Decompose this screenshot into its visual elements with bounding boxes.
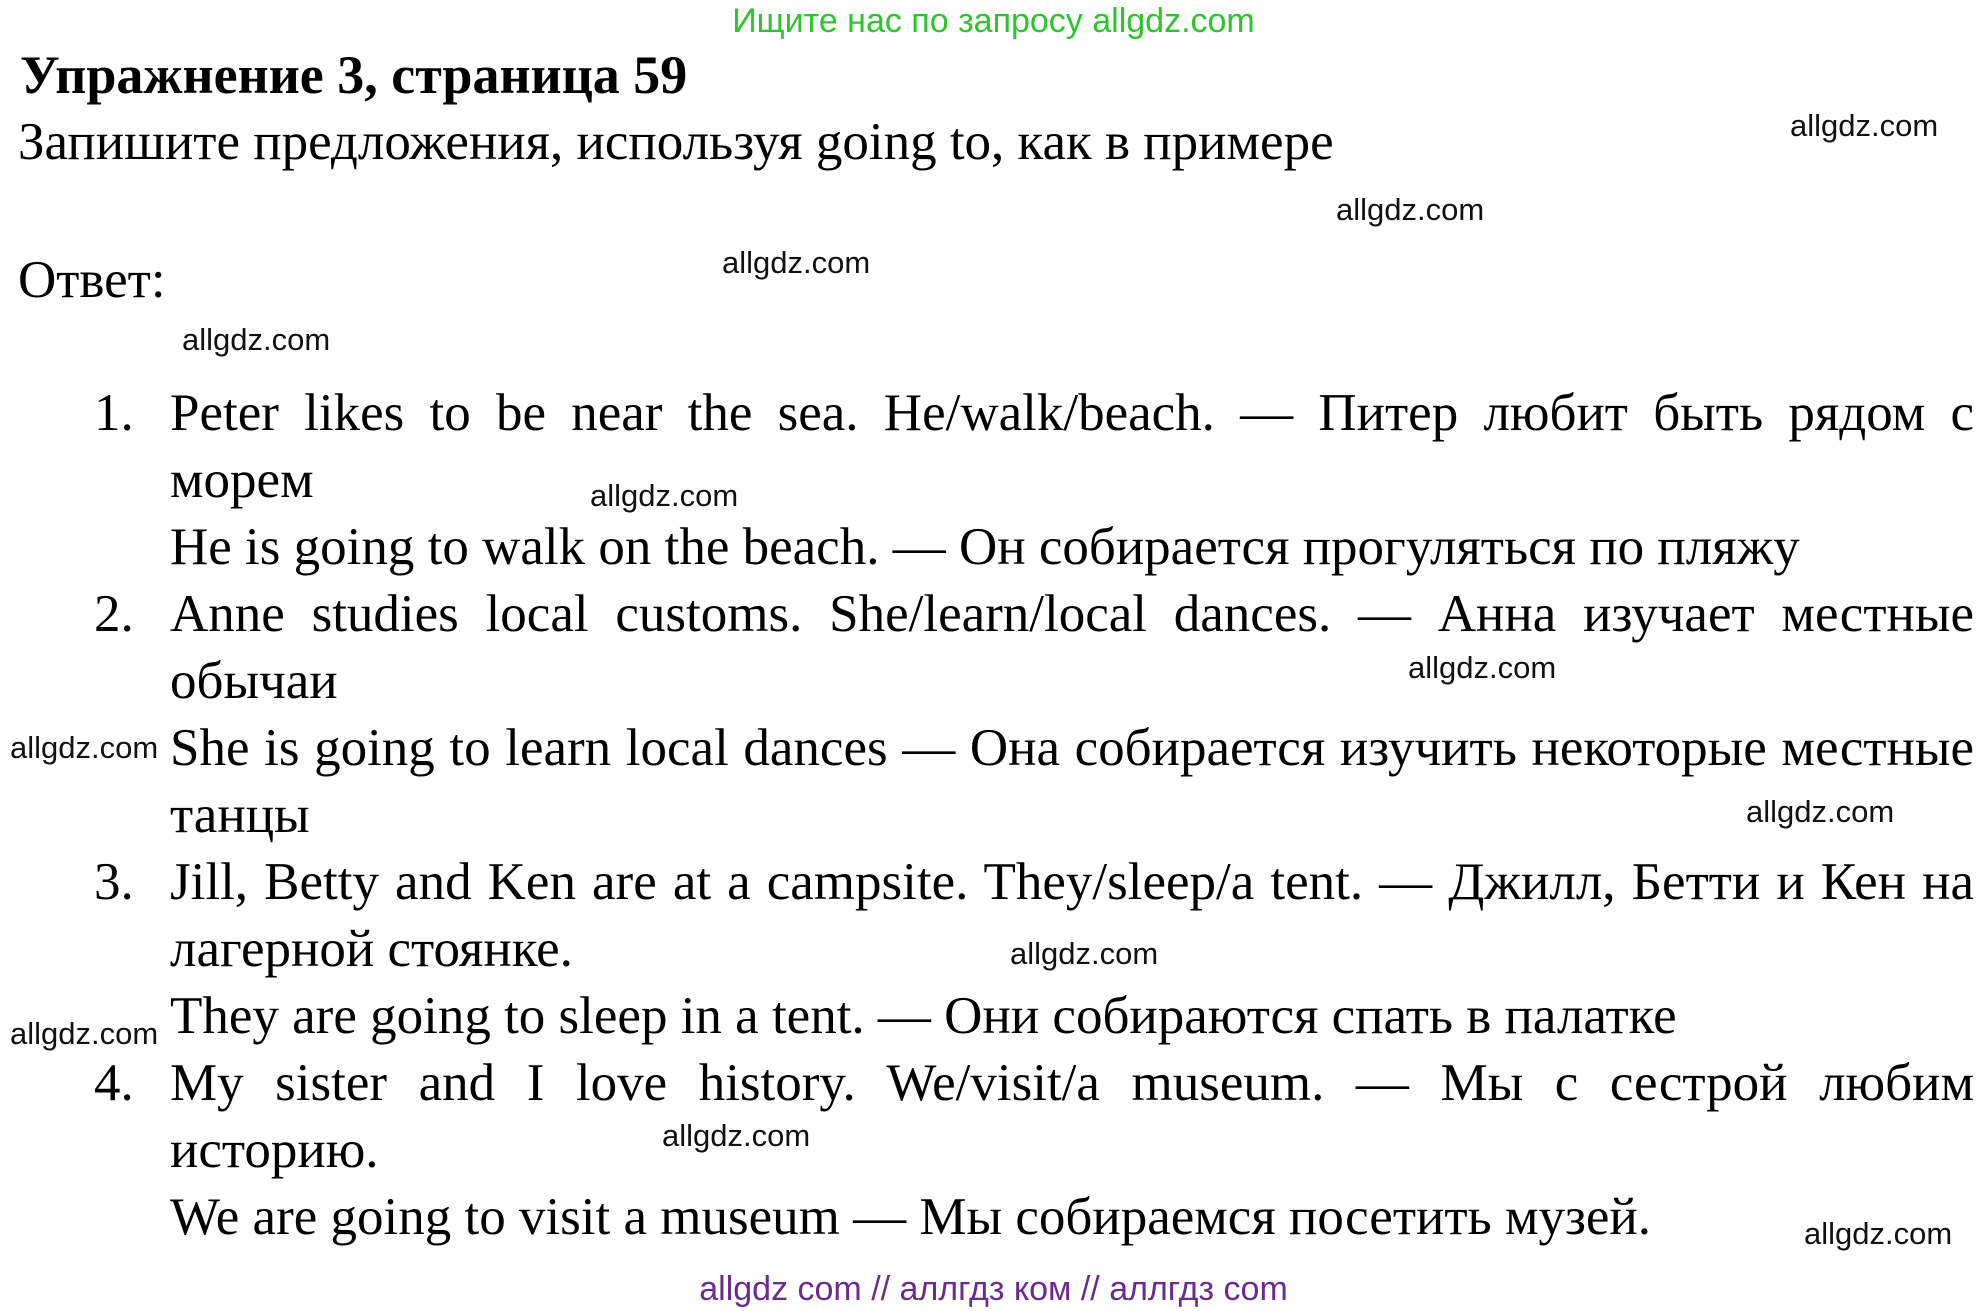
item-answer: He is going to walk on the beach. — Он собирается прогуляться по пляжу [170,518,1800,576]
item-number: 2. [94,585,134,643]
watermark: allgdz.com [1790,108,1939,143]
watermark: allgdz.com [1010,936,1159,971]
watermark: allgdz.com [1804,1216,1953,1251]
item-answer: We are going to visit a museum — Мы собираемся посетить музей. [170,1188,1652,1246]
watermark: allgdz.com [722,245,871,280]
answer-list [84,380,1974,1251]
watermark: allgdz.com [10,730,159,765]
task-text: Запишите предложения, используя going to, как в примере [18,113,1334,171]
item-answer: They are going to sleep in a tent. — Они собираются спать в палатке [170,987,1677,1045]
watermark: allgdz.com [1336,192,1485,227]
watermark: allgdz.com [590,478,739,513]
watermark: allgdz.com [182,322,331,357]
answer-item-1 [84,380,1974,581]
watermark: allgdz.com [10,1016,159,1051]
item-number: 4. [94,1054,134,1112]
answer-label: Ответ: [18,251,166,309]
item-prompt: Peter likes to be near the sea. He/walk/beach. — Питер любит быть рядом с морем [170,384,1974,509]
search-banner: Ищите нас по запросу allgdz.com [732,2,1255,40]
watermark: allgdz.com [662,1118,811,1153]
item-prompt: My sister and I love history. We/visit/a museum. — Мы с сестрой любим историю. [170,1054,1974,1179]
answer-item-2 [84,581,1974,849]
page-title: Упражнение 3, страница 59 [20,45,688,105]
answer-item-4 [84,1050,1974,1251]
item-prompt: Anne studies local customs. She/learn/local dances. — Анна изучает местные обычаи [170,585,1974,710]
item-prompt: Jill, Betty and Ken are at a campsite. They/sleep/a tent. — Джилл, Бетти и Кен на лагерной стоянке. [170,853,1974,978]
item-answer: She is going to learn local dances — Она собирается изучить некоторые местные танцы [170,719,1974,844]
item-number: 1. [94,384,134,442]
watermark: allgdz.com [1746,794,1895,829]
item-number: 3. [94,853,134,911]
footer-links[interactable]: allgdz com // аллгдз ком // аллгдз com [699,1270,1288,1308]
watermark: allgdz.com [1408,650,1557,685]
